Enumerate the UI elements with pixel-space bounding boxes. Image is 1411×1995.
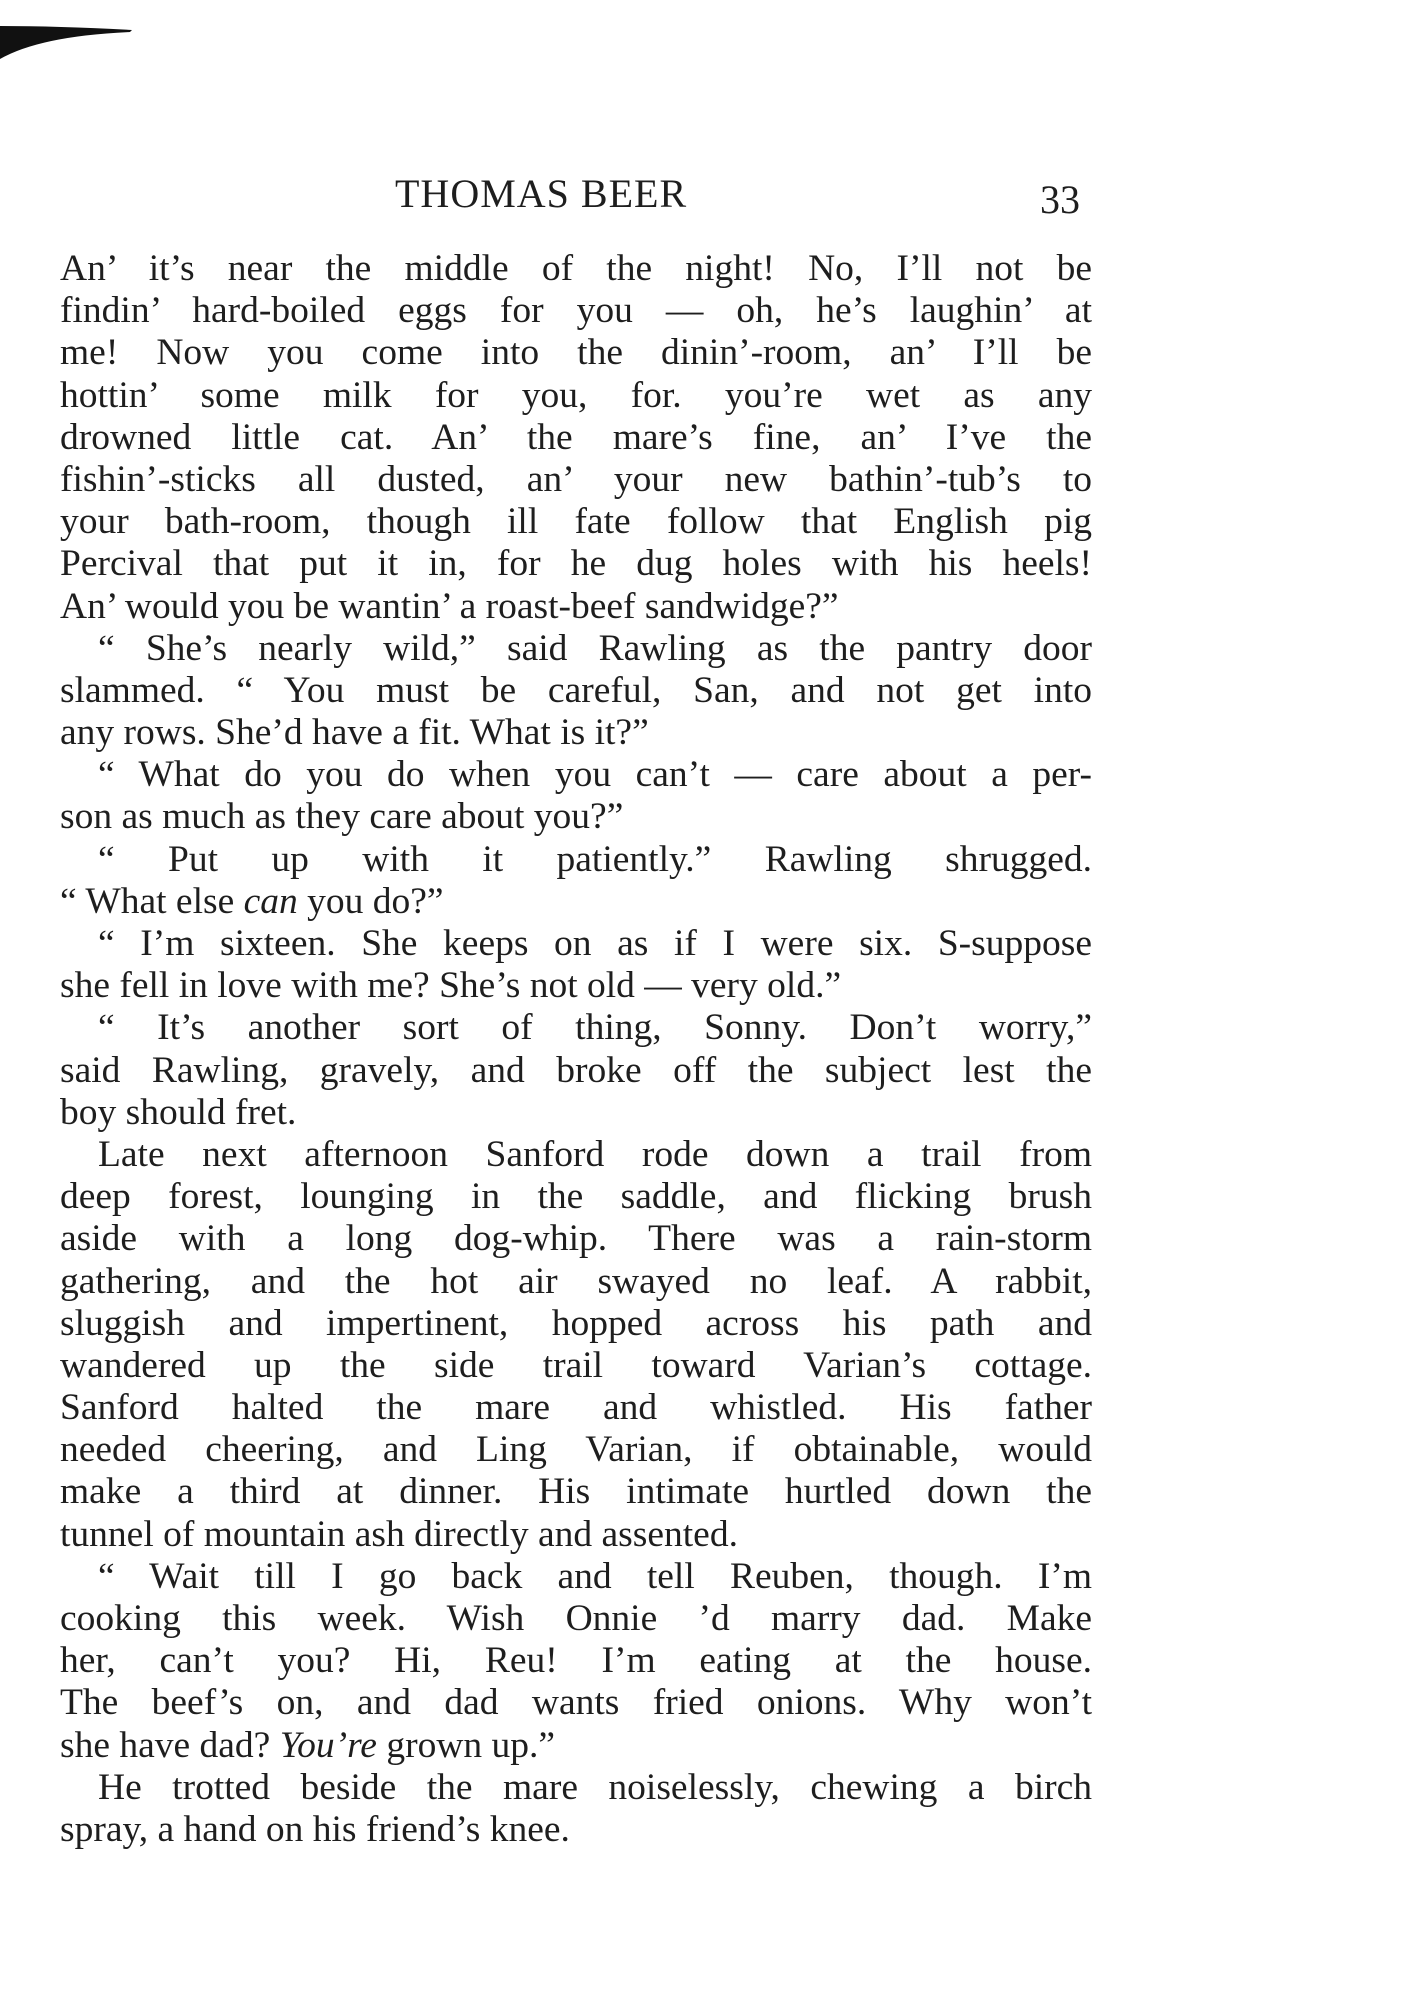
body-text	[60, 248, 1092, 1851]
text-line	[60, 881, 1092, 923]
text-line: her, can’t you? Hi, Reu! I’m eating at the house.	[60, 1640, 1092, 1682]
text-line: Percival that put it in, for he dug holes with his heels!	[60, 543, 1092, 585]
text-line: “ Wait till I go back and tell Reuben, though. I’m	[98, 1555, 1092, 1597]
text-line: son as much as they care about you?”	[60, 796, 624, 838]
emphasis-text: You’re	[279, 1724, 377, 1766]
text-line: cooking this week. Wish Onnie ’d marry dad. Make	[60, 1598, 1092, 1639]
text-fragment: grown up.”	[386, 1724, 556, 1766]
text-line: “ Put up with it patiently.” Rawling shrugged.	[98, 838, 1092, 880]
text-line: aside with a long dog-whip. There was a rain-storm	[60, 1218, 1092, 1260]
running-title: THOMAS BEER	[395, 171, 688, 216]
text-fragment: “ What else	[60, 880, 235, 922]
text-line: me! Now you come into the dinin’-room, an’ I’ll be	[60, 332, 1092, 374]
text-line: deep forest, lounging in the saddle, and flicking brush	[60, 1176, 1092, 1218]
text-line: The beef’s on, and dad wants fried onions. Why won’t	[60, 1682, 1092, 1724]
page-number: 33	[1040, 177, 1080, 222]
emphasis-text: can	[243, 880, 298, 922]
text-line: Late next afternoon Sanford rode down a trail from	[98, 1133, 1092, 1175]
text-line: He trotted beside the mare noiselessly, chewing a birch	[98, 1766, 1092, 1808]
corner-ink-mark	[0, 14, 135, 64]
text-line: fishin’-sticks all dusted, an’ your new bathin’-tub’s to	[60, 458, 1092, 500]
text-line: “ She’s nearly wild,” said Rawling as the pantry door	[98, 627, 1092, 669]
text-line: An’ it’s near the middle of the night! No, I’ll not be	[60, 248, 1092, 289]
text-line: she fell in love with me? She’s not old — very old.”	[60, 965, 842, 1007]
text-line: gathering, and the hot air swayed no leaf. A rabbit,	[60, 1260, 1092, 1302]
text-line: Sanford halted the mare and whistled. His father	[60, 1387, 1092, 1429]
text-line: findin’ hard-boiled eggs for you — oh, he’s laughin’ at	[60, 290, 1092, 332]
text-line: boy should fret.	[60, 1091, 297, 1133]
text-fragment: you do?”	[307, 880, 444, 922]
text-line: said Rawling, gravely, and broke off the subject lest the	[60, 1049, 1092, 1091]
text-line: “ What do you do when you can’t — care about a per-	[98, 754, 1092, 796]
text-line: “ It’s another sort of thing, Sonny. Don’t worry,”	[98, 1007, 1092, 1049]
text-line: “ I’m sixteen. She keeps on as if I were six. S-suppose	[98, 923, 1092, 964]
text-line: needed cheering, and Ling Varian, if obtainable, would	[60, 1429, 1092, 1471]
text-line: drowned little cat. An’ the mare’s fine, an’ I’ve the	[60, 416, 1092, 458]
text-line: An’ would you be wantin’ a roast-beef sandwidge?”	[60, 585, 839, 627]
text-line: any rows. She’d have a fit. What is it?”	[60, 712, 649, 754]
text-line: spray, a hand on his friend’s knee.	[60, 1808, 570, 1850]
text-line: your bath-room, though ill fate follow that English pig	[60, 501, 1092, 543]
text-line: make a third at dinner. His intimate hurtled down the	[60, 1471, 1092, 1513]
text-line: tunnel of mountain ash directly and assented.	[60, 1513, 738, 1555]
text-line: sluggish and impertinent, hopped across his path and	[60, 1302, 1092, 1344]
text-line	[60, 1725, 1092, 1767]
text-line: wandered up the side trail toward Varian’s cottage.	[60, 1344, 1092, 1386]
text-fragment: she have dad?	[60, 1724, 271, 1766]
text-line: hottin’ some milk for you, for. you’re wet as any	[60, 374, 1092, 416]
text-line: slammed. “ You must be careful, San, and not get into	[60, 669, 1092, 711]
